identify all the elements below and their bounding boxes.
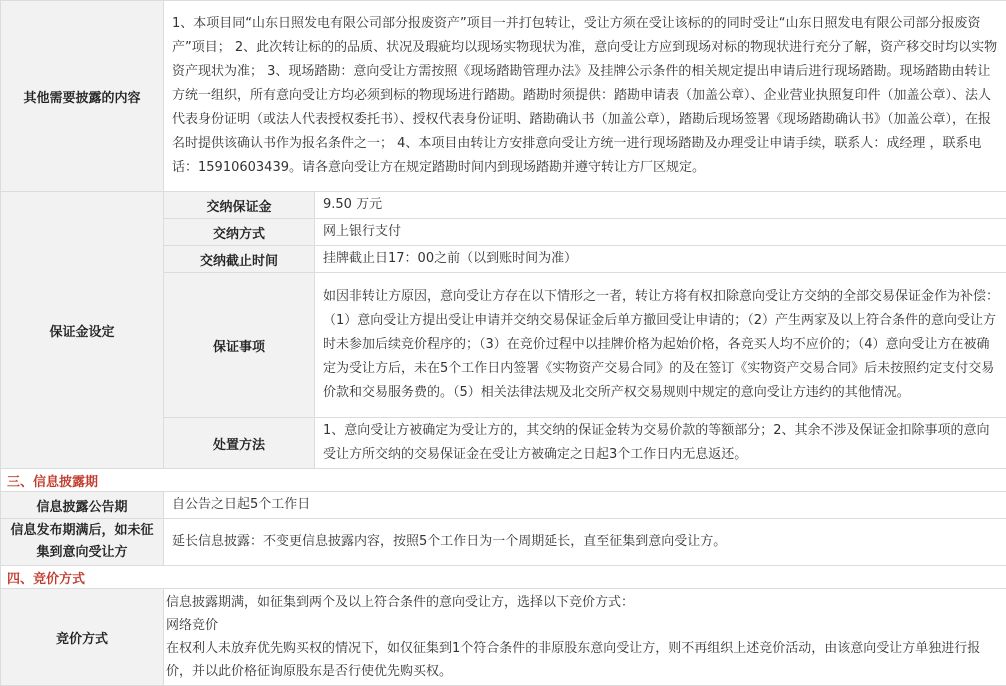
deposit-amount-row bbox=[1, 192, 1006, 219]
bidding-line-1: 信息披露期满，如征集到两个及以上符合条件的意向受让方，选择以下竞价方式： bbox=[166, 595, 635, 610]
disclosure-period-row bbox=[1, 492, 1006, 519]
deposit-method-label: 交纳方式 bbox=[164, 219, 315, 246]
deposit-method-value: 网上银行支付 bbox=[315, 219, 1006, 246]
other-disclosure-row bbox=[1, 1, 1006, 192]
deposit-matters-label: 保证事项 bbox=[164, 273, 315, 418]
section3-title: 三、信息披露期 bbox=[1, 469, 1006, 492]
section4-header-row bbox=[1, 566, 1006, 589]
disclosure-period-label: 信息披露公告期 bbox=[1, 492, 164, 519]
deposit-matters-value: 如因非转让方原因，意向受让方存在以下情形之一者，转让方将有权扣除意向受让方交纳的全部交易保证金作为补偿：（1）意向受让方提出受让申请并交纳交易保证金后单方撤回受让申请的；（2）产生两家及以上符合条件的意向受让方时未参加后续竞价程序的；（3）在竞价过程中以挂牌价格为起始价格，各竞买人均不应价的；（4）意向受让方在被确定为受让方后，未在5个工作日内签署《实物资产交易合同》的及在签订《实物资产交易合同》后未按照约定支付交易价款和交易服务费的。（5）相关法律法规及北交所产权交易规则中规定的意向受让方违约的其他情况。 bbox=[315, 273, 1006, 418]
bidding-method-label: 竞价方式 bbox=[1, 589, 164, 686]
section3-header-row bbox=[1, 469, 1006, 492]
deposit-amount-value: 9.50 万元 bbox=[315, 192, 1006, 219]
bidding-method-content bbox=[164, 589, 1006, 686]
extend-value: 延长信息披露：不变更信息披露内容，按照5个工作日为一个周期延长，直至征集到意向受让方。 bbox=[164, 519, 1006, 566]
extend-label: 信息发布期满后，如未征集到意向受让方 bbox=[1, 519, 164, 566]
deposit-label: 保证金设定 bbox=[1, 192, 164, 469]
bidding-line-2: 网络竞价 bbox=[166, 618, 219, 633]
section4-title: 四、竞价方式 bbox=[1, 566, 1006, 589]
deposit-deadline-label: 交纳截止时间 bbox=[164, 246, 315, 273]
disclosure-period-value: 自公告之日起5个工作日 bbox=[164, 492, 1006, 519]
deposit-disposal-value: 1、意向受让方被确定为受让方的，其交纳的保证金转为交易价款的等额部分；2、其余不涉及保证金扣除事项的意向受让方所交纳的交易保证金在受让方被确定之日起3个工作日内无息返还。 bbox=[315, 418, 1006, 469]
deposit-deadline-value: 挂牌截止日17：00之前（以到账时间为准） bbox=[315, 246, 1006, 273]
other-disclosure-label: 其他需要披露的内容 bbox=[1, 1, 164, 192]
other-disclosure-text: 1、本项目同“山东日照发电有限公司部分报废资产”项目一并打包转让，受让方须在受让该标的的同时受让“山东日照发电有限公司部分报废资产”项目； 2、此次转让标的的品质、状况及瑕疵均以现场实物现状为准，意向受让方应到现场对标的物现状进行充分了解，资产移交时均以实物资产现状为准； 3、现场踏勘：意向受让方需按照《现场踏勘管理办法》及挂牌公示条件的相关规定提出申请后进行现场踏勘。现场踏勘由转让方统一组织，所有意向受让方均必须到标的物现场进行踏勘。踏勘时须提供：踏勘申请表（加盖公章）、企业营业执照复印件（加盖公章）、法人代表身份证明（或法人代表授权委托书）、授权代表身份证明、踏勘确认书（加盖公章），踏勘后现场签署《现场踏勘确认书》（加盖公章），在报名时提供该确认书作为报名条件之一； 4、本项目由转让方安排意向受让方统一进行现场踏勘及办理受让申请手续，联系人：成经理 ，联系电话：15910603439。请各意向受让方在规定踏勘时间内到现场踏勘并遵守转让方厂区规定。 bbox=[164, 1, 1006, 192]
deposit-disposal-label: 处置方法 bbox=[164, 418, 315, 469]
deposit-amount-label: 交纳保证金 bbox=[164, 192, 315, 219]
bidding-line-3: 在权利人未放弃优先购买权的情况下，如仅征集到1个符合条件的非原股东意向受让方，则不再组织上述竞价活动，由该意向受让方单独进行报价，并以此价格征询原股东是否行使优先购买权。 bbox=[166, 641, 981, 679]
extend-row bbox=[1, 519, 1006, 566]
bidding-method-row bbox=[1, 589, 1006, 686]
